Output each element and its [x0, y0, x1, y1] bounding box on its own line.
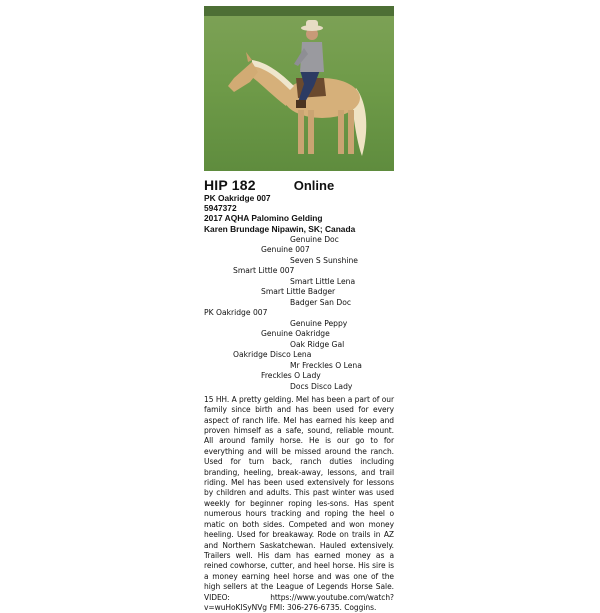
- pedigree-sire: Smart Little 007: [233, 266, 295, 276]
- registration-number: 5947372: [204, 203, 237, 214]
- pedigree-dam-sire-dam: Oak Ridge Gal: [290, 339, 345, 349]
- hip-number: HIP 182: [204, 177, 256, 193]
- pedigree-dam-dam-sire: Mr Freckles O Lena: [290, 360, 362, 370]
- pedigree-subject: PK Oakridge 007: [204, 308, 268, 318]
- listing-card: [204, 6, 394, 613]
- horse-photo: [204, 6, 394, 171]
- pedigree-dam-dam: Freckles O Lady: [261, 371, 321, 381]
- pedigree: [204, 235, 394, 393]
- pedigree-sire-dam: Smart Little Badger: [261, 287, 336, 297]
- horse-description: 15 HH. A pretty gelding. Mel has been a part of our family since birth and has been used for every aspect of ranch life. Mel has earned his keep and proven himself as a safe, sound, reliable mount. All around family horse. He is our go to for everything and will be missed around the ranch. Used for turn back, ranch duties including branding, heeling, break-away, lessons, and trail riding. Mel has been used extensively for lessons by children and adults. This past winter was used weekly for beginner roping les-sons. Has spent numerous hours tracking and roping the heel o matic on both sides. Competed and won money heeling. Used for breakaway. Rode on trails in AZ and Northern Saskatchewan. Hauled extensively. Trailers well. His dam has earned money as a reined cowhorse, cutter, and heel horse. His sire is a money earning heel horse and was one of the high sellers at the League of Legends Horse Sale. VIDEO: https://www.youtube.com/watch?v=wuHoKISyNVg FMI: 306-276-6735. Coggins.: [204, 394, 394, 612]
- pedigree-sire-sire: Genuine 007: [261, 245, 310, 255]
- horse-name: PK Oakridge 007: [204, 193, 271, 203]
- pedigree-sire-dam-dam: Badger San Doc: [290, 297, 352, 307]
- hip-header: [204, 177, 394, 193]
- year-breed-sex: 2017 AQHA Palomino Gelding: [204, 213, 323, 224]
- pedigree-dam-sire-sire: Genuine Peppy: [290, 318, 348, 328]
- pedigree-sire-dam-sire: Smart Little Lena: [290, 276, 356, 286]
- pedigree-dam: Oakridge Disco Lena: [233, 350, 312, 360]
- sale-status: Online: [293, 178, 335, 193]
- pedigree-sire-sire-dam: Seven S Sunshine: [290, 255, 358, 265]
- pedigree-dam-sire: Genuine Oakridge: [261, 329, 330, 339]
- pedigree-dam-dam-dam: Docs Disco Lady: [290, 381, 353, 391]
- pedigree-sire-sire-sire: Genuine Doc: [290, 234, 339, 244]
- horse-and-rider-image: [204, 6, 394, 171]
- owner-location: Karen Brundage Nipawin, SK; Canada: [204, 223, 356, 234]
